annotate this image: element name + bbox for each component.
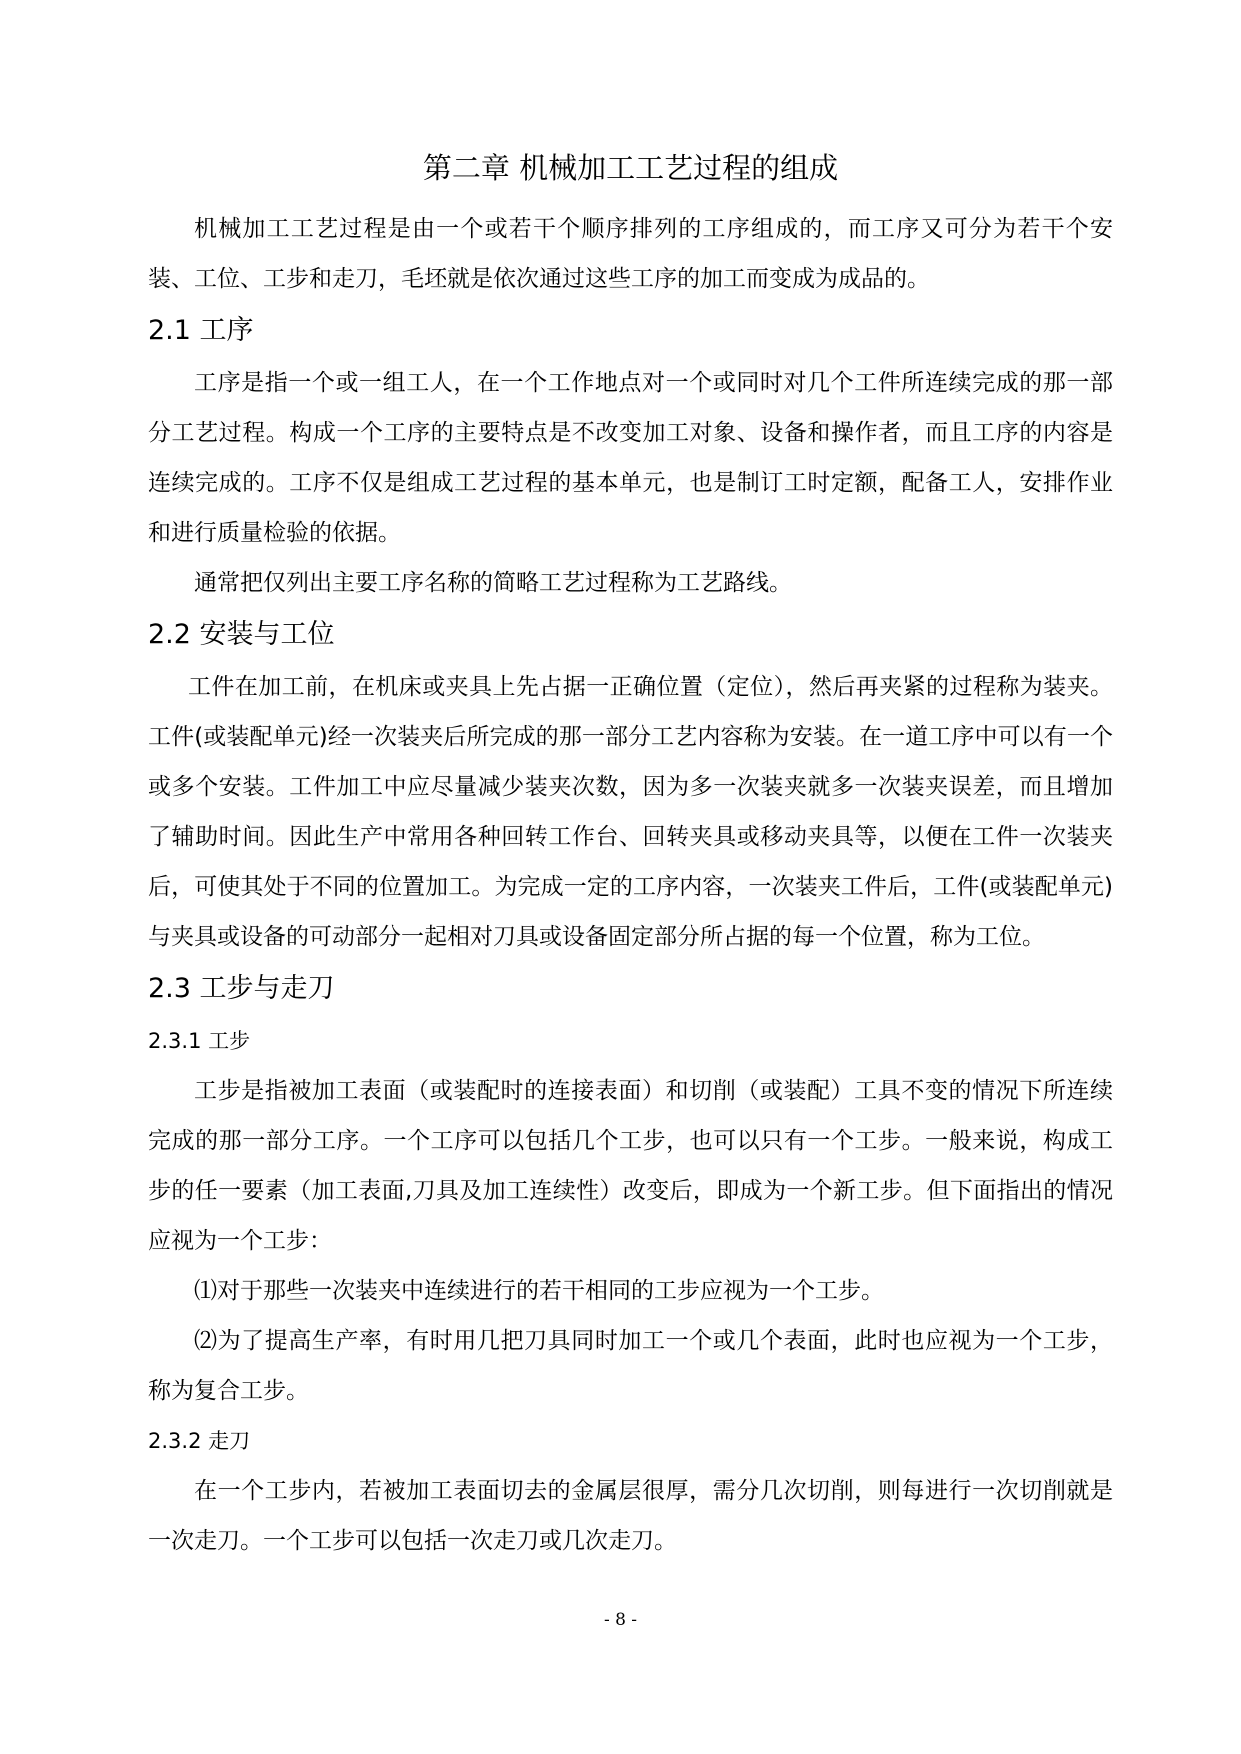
section-2-1-paragraph-1: 工序是指一个或一组工人，在一个工作地点对一个或同时对几个工件所连续完成的那一部分工艺过程。构成一个工序的主要特点是不改变加工对象、设备和操作者，而且工序的内容是连续完成的。工序不仅是组成工艺过程的基本单元，也是制订工时定额，配备工人，安排作业和进行质量检验的依据。 <box>148 370 1113 546</box>
subsection-2-3-1-paragraph-1: 工步是指被加工表面（或装配时的连接表面）和切削（或装配）工具不变的情况下所连续完成的那一部分工序。一个工序可以包括几个工步，也可以只有一个工步。一般来说，构成工步的任一要素（加工表面,刀具及加工连续性）改变后，即成为一个新工步。但下面指出的情况应视为一个工步： <box>148 1078 1113 1254</box>
section-heading-2-2: 2.2 安装与工位 <box>148 619 335 650</box>
chapter-title: 第二章 机械加工工艺过程的组成 <box>422 151 839 185</box>
intro-paragraph: 机械加工工艺过程是由一个或若干个顺序排列的工序组成的，而工序又可分为若干个安装、工位、工步和走刀，毛坯就是依次通过这些工序的加工而变成为成品的。 <box>148 216 1113 292</box>
list-item-1: ⑴对于那些一次装夹中连续进行的若干相同的工步应视为一个工步。 <box>194 1278 884 1304</box>
section-heading-2-3: 2.3 工步与走刀 <box>148 973 335 1004</box>
section-2-2-paragraph-1: 工件在加工前，在机床或夹具上先占据一正确位置（定位），然后再夹紧的过程称为装夹。工件(或装配单元)经一次装夹后所完成的那一部分工艺内容称为安装。在一道工序中可以有一个或多个安装。工件加工中应尽量减少装夹次数，因为多一次装夹就多一次装夹误差，而且增加了辅助时间。因此生产中常用各种回转工作台、回转夹具或移动夹具等，以便在工件一次装夹后，可使其处于不同的位置加工。为完成一定的工序内容，一次装夹工件后，工件(或装配单元)与夹具或设备的可动部分一起相对刀具或设备固定部分所占据的每一个位置，称为工位。 <box>148 674 1113 950</box>
subsection-2-3-2-paragraph-1: 在一个工步内，若被加工表面切去的金属层很厚，需分几次切削，则每进行一次切削就是一次走刀。一个工步可以包括一次走刀或几次走刀。 <box>148 1478 1113 1554</box>
section-heading-2-1: 2.1 工序 <box>148 315 254 346</box>
list-item-2: ⑵为了提高生产率，有时用几把刀具同时加工一个或几个表面，此时也应视为一个工步，称为复合工步。 <box>148 1328 1113 1404</box>
page-content <box>148 140 1113 1566</box>
subsection-heading-2-3-2: 2.3.2 走刀 <box>148 1429 251 1453</box>
subsection-heading-2-3-1: 2.3.1 工步 <box>148 1029 251 1053</box>
page-number: - 8 - <box>603 1610 638 1630</box>
section-2-1-paragraph-2: 通常把仅列出主要工序名称的简略工艺过程称为工艺路线。 <box>194 570 792 596</box>
